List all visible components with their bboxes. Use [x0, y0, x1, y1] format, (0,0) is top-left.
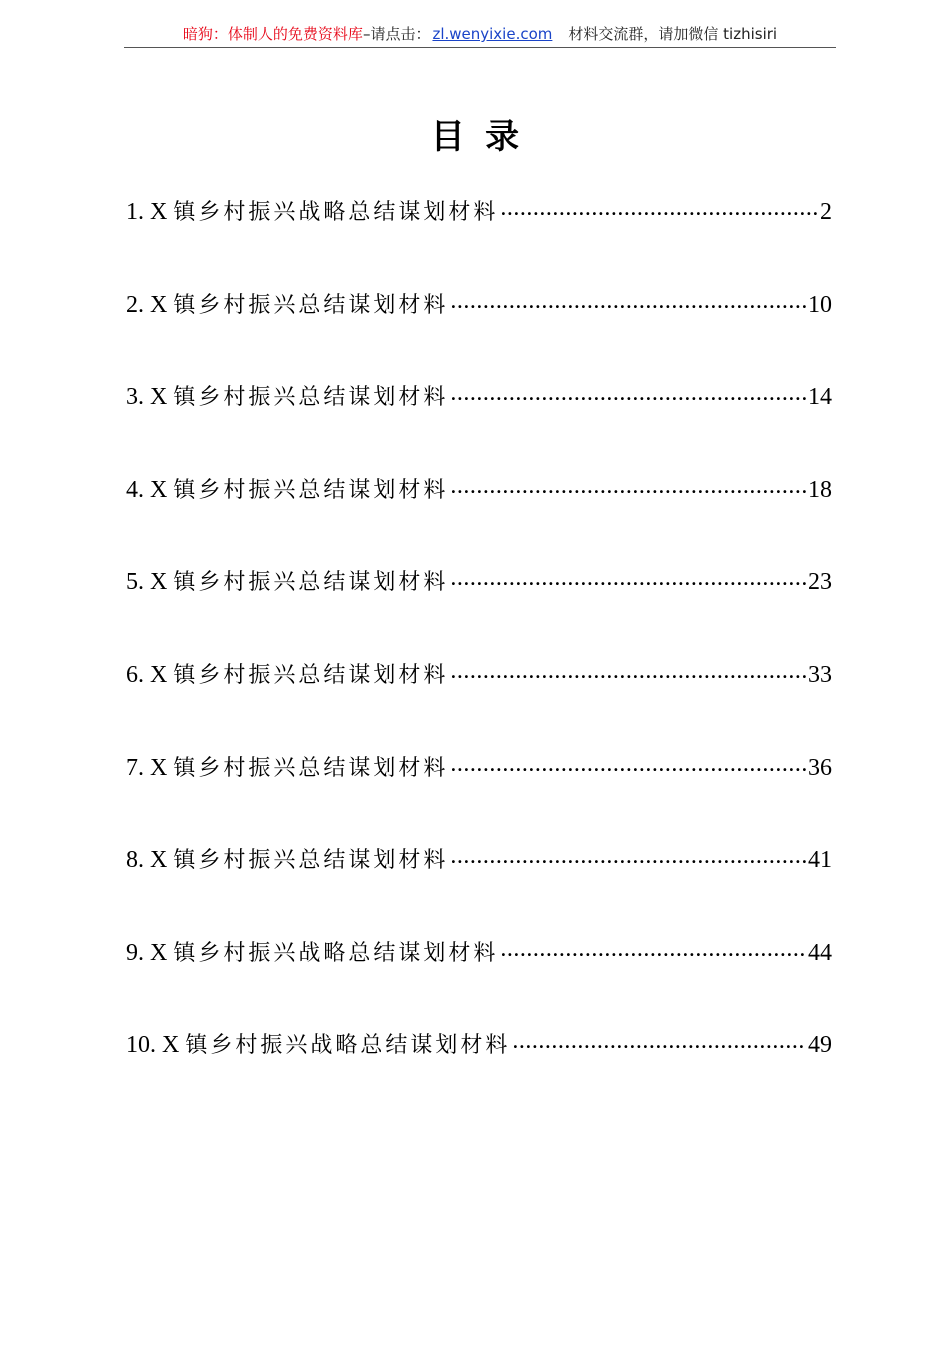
toc-entry-number: 5.	[126, 569, 144, 596]
toc-entry-number: 8.	[126, 847, 144, 874]
toc-page-number: 14	[808, 384, 832, 411]
toc-dot-leader	[500, 938, 806, 960]
toc-entry-number: 6.	[126, 661, 144, 688]
toc-entry-number: 2.	[126, 291, 144, 318]
toc-entry-title: 镇乡村振兴总结谋划材料	[173, 848, 449, 874]
toc-entry-number: 10.	[126, 1032, 156, 1059]
toc-entry-label	[126, 468, 448, 513]
toc-dot-leader	[450, 382, 806, 404]
page-title: 目录	[430, 117, 540, 157]
header-spacer	[552, 22, 568, 46]
toc-dot-leader	[450, 290, 806, 312]
toc-entry-prefix: X	[150, 476, 168, 503]
toc-entry-title: 镇乡村振兴总结谋划材料	[173, 662, 449, 688]
toc-entry-title: 镇乡村振兴战略总结谋划材料	[173, 940, 499, 966]
toc-page-number: 36	[808, 754, 832, 781]
header-link[interactable]: zl.wenyixie.com	[432, 25, 553, 43]
toc-entry-title: 镇乡村振兴总结谋划材料	[173, 755, 449, 781]
toc-dot-leader	[450, 845, 806, 867]
toc-entry-label	[126, 838, 448, 883]
header-prompt: –请点击：	[362, 25, 431, 43]
toc-entry-label	[126, 1023, 510, 1068]
toc-dot-leader	[450, 567, 806, 589]
toc-entry-2[interactable]	[126, 283, 832, 376]
toc-entry-label	[126, 190, 498, 235]
toc-entry-label	[126, 375, 448, 420]
toc-page-number: 2	[820, 199, 832, 225]
toc-entry-prefix: X	[150, 754, 168, 781]
header-watermark: 暗狗：体制人的免费资料库	[182, 25, 363, 43]
toc-entry-prefix: X	[150, 199, 168, 225]
page-header	[124, 22, 836, 46]
toc-entry-number: 3.	[126, 384, 144, 411]
toc-page-number: 44	[808, 939, 832, 966]
toc-entry-prefix: X	[150, 661, 168, 688]
toc-entry-label	[126, 746, 448, 791]
toc-entry-label	[126, 931, 498, 976]
toc-page-number: 10	[808, 291, 832, 318]
toc-entry-6[interactable]	[126, 653, 832, 746]
toc-entry-7[interactable]	[126, 746, 832, 839]
toc-entry-prefix: X	[150, 569, 168, 596]
toc-entry-8[interactable]	[126, 838, 832, 931]
toc-entry-prefix: X	[162, 1032, 180, 1059]
toc-page-number: 33	[808, 661, 832, 688]
table-of-contents	[126, 190, 832, 1116]
toc-entry-title: 镇乡村振兴战略总结谋划材料	[185, 1033, 511, 1059]
toc-entry-title: 镇乡村振兴总结谋划材料	[173, 292, 449, 318]
toc-dot-leader	[450, 660, 806, 682]
toc-entry-prefix: X	[150, 291, 168, 318]
toc-entry-title: 镇乡村振兴总结谋划材料	[173, 385, 449, 411]
toc-entry-9[interactable]	[126, 931, 832, 1024]
toc-entry-10[interactable]	[126, 1023, 832, 1116]
toc-entry-title: 镇乡村振兴总结谋划材料	[173, 570, 449, 596]
header-wechat-note: 材料交流群，请加微信 tizhisiri	[568, 25, 778, 43]
toc-entry-prefix: X	[150, 384, 168, 411]
toc-entry-1[interactable]	[126, 190, 832, 283]
toc-entry-title: 镇乡村振兴战略总结谋划材料	[173, 200, 499, 225]
toc-entry-prefix: X	[150, 939, 168, 966]
toc-dot-leader	[512, 1030, 806, 1052]
toc-dot-leader	[500, 197, 818, 219]
toc-dot-leader	[450, 475, 806, 497]
toc-entry-number: 7.	[126, 754, 144, 781]
toc-entry-label	[126, 653, 448, 698]
toc-page-number: 23	[808, 569, 832, 596]
toc-entry-4[interactable]	[126, 468, 832, 561]
toc-entry-title: 镇乡村振兴总结谋划材料	[173, 477, 449, 503]
toc-page-number: 18	[808, 476, 832, 503]
toc-entry-5[interactable]	[126, 560, 832, 653]
toc-entry-label	[126, 283, 448, 328]
toc-entry-number: 1.	[126, 199, 144, 225]
toc-page-number: 41	[808, 847, 832, 874]
toc-entry-label	[126, 560, 448, 605]
header-divider	[124, 47, 836, 48]
toc-page-number: 49	[808, 1032, 832, 1059]
toc-entry-3[interactable]	[126, 375, 832, 468]
toc-entry-prefix: X	[150, 847, 168, 874]
toc-dot-leader	[450, 753, 806, 775]
toc-entry-number: 9.	[126, 939, 144, 966]
toc-entry-number: 4.	[126, 476, 144, 503]
